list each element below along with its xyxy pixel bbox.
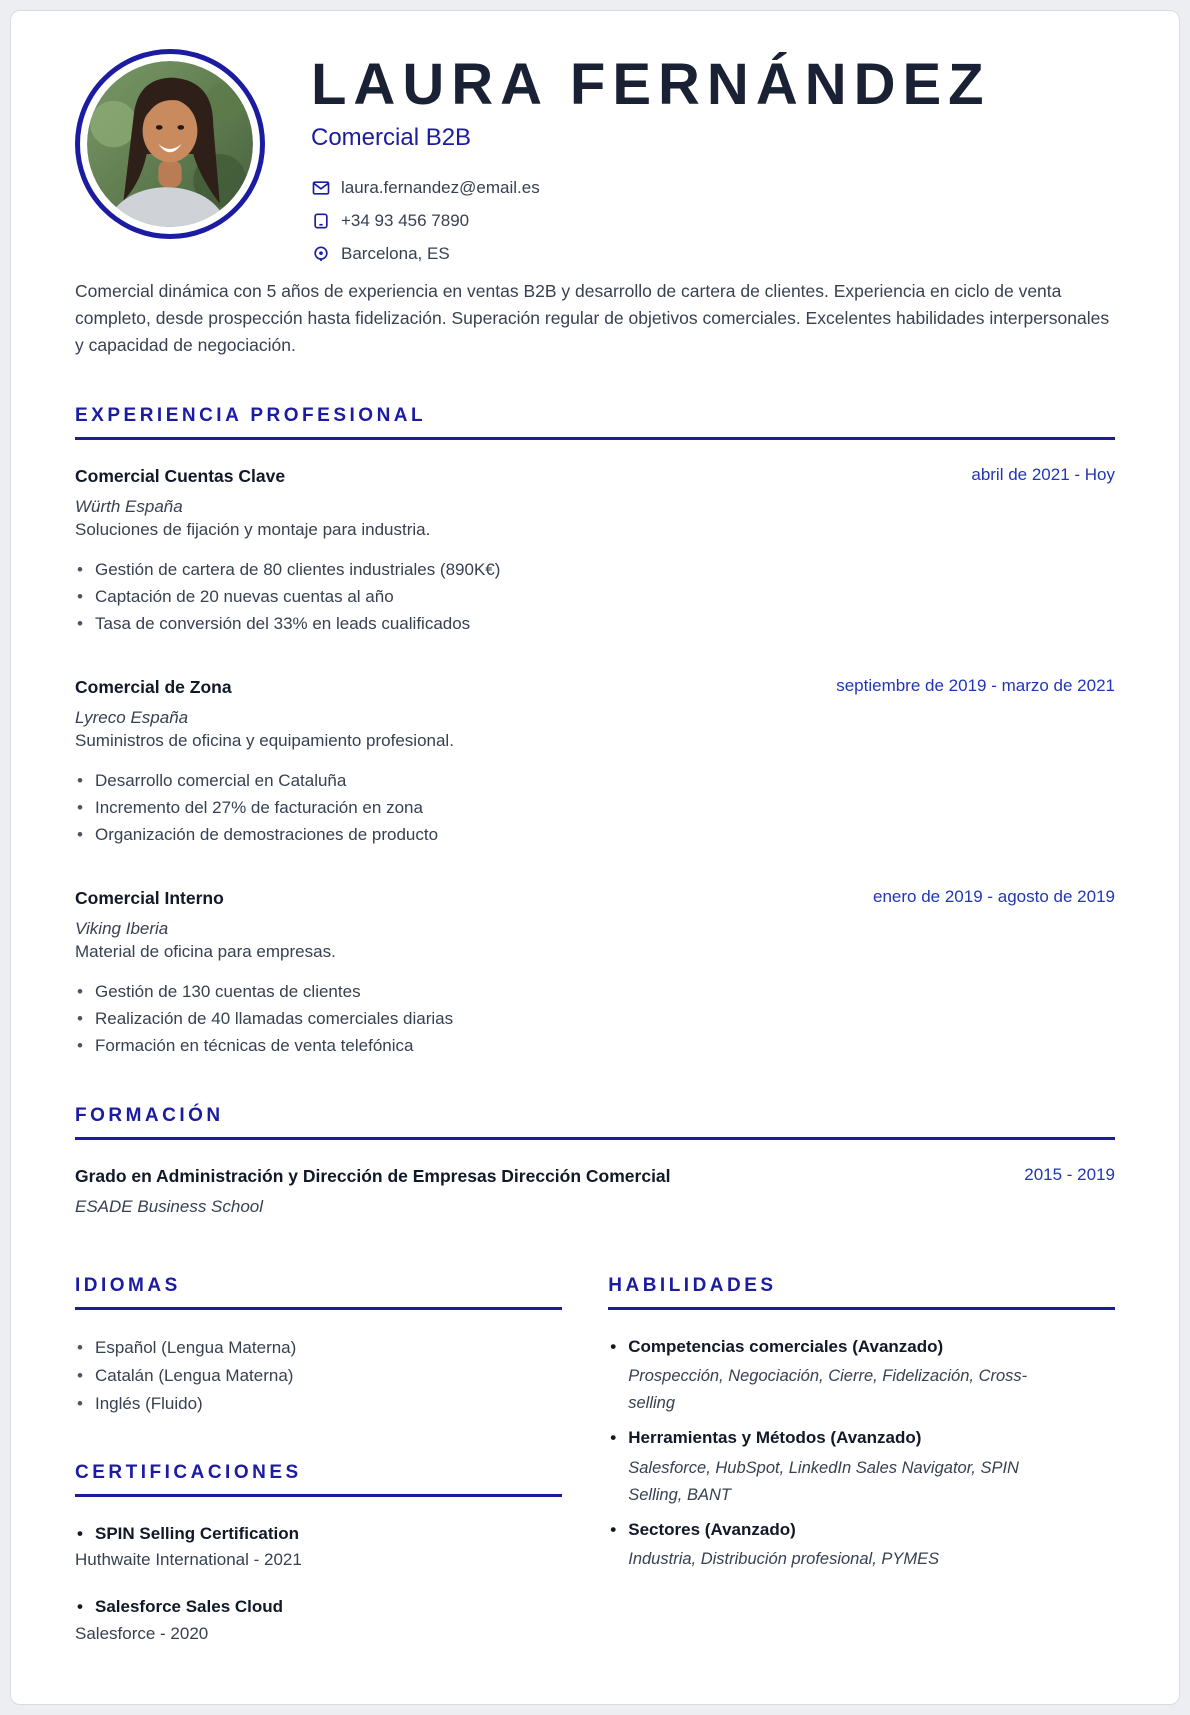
bullet-item: • Captación de 20 nuevas cuentas al año	[75, 583, 1115, 610]
language-item: • Inglés (Fluido)	[75, 1390, 562, 1418]
bullet-item: • Tasa de conversión del 33% en leads cualificados	[75, 610, 1115, 637]
section-title-skills: HABILIDADES	[608, 1275, 1115, 1310]
left-column	[75, 1275, 562, 1644]
job-title: Comercial de Zona	[75, 677, 232, 698]
contact-email-text: laura.fernandez@email.es	[341, 177, 540, 197]
bullet-item: • Organización de demostraciones de producto	[75, 821, 1115, 848]
section-title-certifications: CERTIFICACIONES	[75, 1462, 562, 1497]
language-item: • Catalán (Lengua Materna)	[75, 1362, 562, 1390]
header-main	[311, 41, 1115, 264]
certification-entry	[75, 1594, 562, 1644]
skill-entry	[608, 1517, 1115, 1574]
skill-detail: Salesforce, HubSpot, LinkedIn Sales Navigator, SPIN Selling, BANT	[628, 1458, 1019, 1504]
contact-email	[311, 178, 1115, 198]
skill-name: • Sectores (Avanzado)	[608, 1517, 1115, 1543]
bullet-item: • Gestión de cartera de 80 clientes industriales (890K€)	[75, 556, 1115, 583]
section-languages	[75, 1275, 562, 1418]
contact-phone	[311, 211, 1115, 231]
contact-list	[311, 178, 1115, 264]
job-company: Viking Iberia	[75, 918, 169, 938]
profile-photo	[87, 61, 253, 227]
candidate-name: LAURA FERNÁNDEZ	[311, 52, 991, 117]
education-entry	[75, 1164, 1115, 1216]
profile-summary: Comercial dinámica con 5 años de experiencia en ventas B2B y desarrollo de cartera de clientes. Experiencia en ciclo de venta completo, desde prospección hasta fidelización. Superación regular de objetivos comerciales. Excelentes habilidades interpersonales y capacidad de negociación.	[75, 280, 1110, 356]
skill-detail: Industria, Distribución profesional, PYMES	[628, 1550, 940, 1569]
certification-name: • Salesforce Sales Cloud	[75, 1594, 562, 1620]
degree-title: Grado en Administración y Dirección de Empresas Dirección Comercial	[75, 1166, 671, 1187]
job-date: abril de 2021 - Hoy	[971, 465, 1115, 485]
job-title: Comercial Interno	[75, 888, 224, 909]
contact-phone-text: +34 93 456 7890	[341, 210, 470, 230]
job-title: Comercial Cuentas Clave	[75, 466, 286, 487]
section-certifications	[75, 1462, 562, 1644]
job-bullet-list	[75, 978, 1115, 1060]
job-bullet-list	[75, 556, 1115, 638]
job-date: enero de 2019 - agosto de 2019	[873, 887, 1115, 907]
language-item: • Español (Lengua Materna)	[75, 1334, 562, 1362]
education-date: 2015 - 2019	[1024, 1165, 1115, 1185]
resume-header	[75, 41, 1115, 264]
candidate-title: Comercial B2B	[311, 123, 472, 151]
job-company: Würth España	[75, 496, 183, 516]
section-title-languages: IDIOMAS	[75, 1275, 562, 1310]
resume-page	[10, 10, 1180, 1705]
section-education	[75, 1105, 1115, 1216]
job-entry	[75, 886, 1115, 1059]
bullet-item: • Gestión de 130 cuentas de clientes	[75, 978, 1115, 1005]
bullet-item: • Desarrollo comercial en Cataluña	[75, 767, 1115, 794]
skill-entry	[608, 1334, 1115, 1418]
language-list	[75, 1334, 562, 1418]
job-entry	[75, 464, 1115, 637]
school-name: ESADE Business School	[75, 1196, 264, 1216]
job-description: Suministros de oficina y equipamiento profesional.	[75, 730, 454, 750]
certification-name: • SPIN Selling Certification	[75, 1521, 562, 1547]
job-entry	[75, 675, 1115, 848]
section-title-education: FORMACIÓN	[75, 1105, 1115, 1140]
location-icon	[311, 244, 331, 264]
certification-issuer: Huthwaite International - 2021	[75, 1550, 302, 1570]
phone-icon	[311, 211, 331, 231]
job-description: Material de oficina para empresas.	[75, 941, 336, 961]
skill-entry	[608, 1425, 1115, 1509]
section-title-experience: EXPERIENCIA PROFESIONAL	[75, 405, 1115, 440]
contact-location-text: Barcelona, ES	[341, 243, 450, 263]
avatar	[75, 49, 265, 239]
job-description: Soluciones de fijación y montaje para industria.	[75, 519, 431, 539]
job-bullet-list	[75, 767, 1115, 849]
contact-location	[311, 244, 1115, 264]
certification-issuer: Salesforce - 2020	[75, 1623, 209, 1643]
section-skills	[608, 1275, 1115, 1574]
skill-name: • Herramientas y Métodos (Avanzado)	[608, 1425, 1115, 1451]
job-company: Lyreco España	[75, 707, 189, 727]
right-column	[608, 1275, 1115, 1644]
bullet-item: • Realización de 40 llamadas comerciales diarias	[75, 1005, 1115, 1032]
skill-name: • Competencias comerciales (Avanzado)	[608, 1334, 1115, 1360]
bullet-item: • Formación en técnicas de venta telefónica	[75, 1032, 1115, 1059]
bottom-columns	[75, 1275, 1115, 1644]
bullet-item: • Incremento del 27% de facturación en zona	[75, 794, 1115, 821]
certification-entry	[75, 1521, 562, 1571]
mail-icon	[311, 178, 331, 198]
section-experience	[75, 405, 1115, 1059]
job-date: septiembre de 2019 - marzo de 2021	[836, 676, 1115, 696]
skill-detail: Prospección, Negociación, Cierre, Fidelización, Cross-selling	[628, 1366, 1028, 1413]
